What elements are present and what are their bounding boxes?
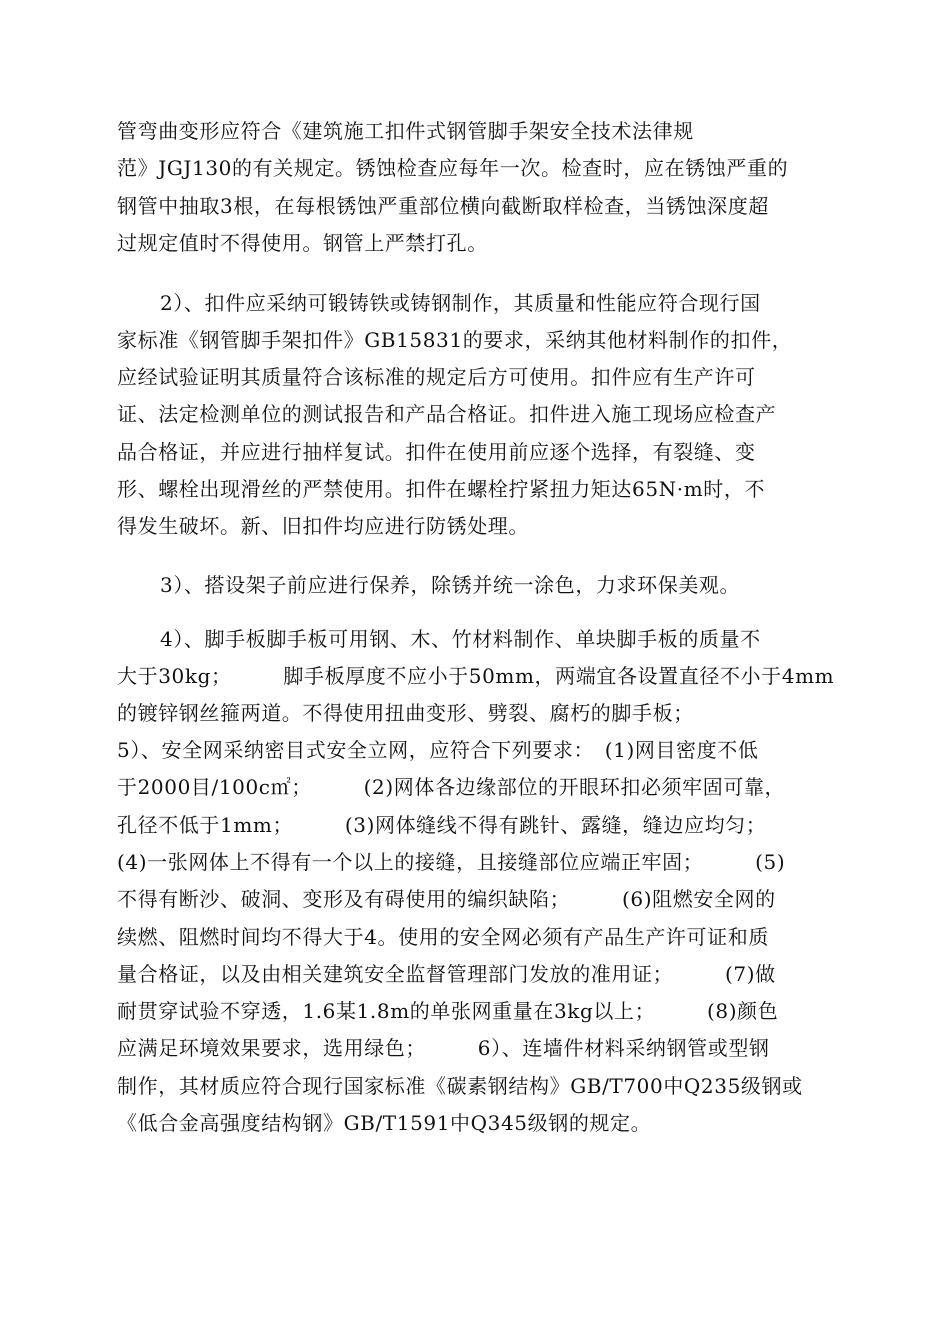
text-line: 应满足环境效果要求，选用绿色； 6）、连墙件材料采纳钢管或型钢 xyxy=(117,1036,770,1060)
text-line: 范》JGJ130的有关规定。锈蚀检查应每年一次。检查时，应在锈蚀严重的 xyxy=(117,156,789,180)
text-line: 制作，其材质应符合现行国家标准《碳素钢结构》GB/T700中Q235级钢或 xyxy=(117,1074,803,1098)
text-line: 孔径不低于1mm； (3)网体缝线不得有跳针、露缝，缝边应均匀； xyxy=(117,813,767,837)
text-line: 量合格证，以及由相关建筑安全监督管理部门发放的准用证； (7)做 xyxy=(117,962,776,986)
text-line: 大于30kg； 脚手板厚度不应小于50mm，两端宜各设置直径不小于4mm xyxy=(117,664,835,688)
text-line: 管弯曲变形应符合《建筑施工扣件式钢管脚手架安全技术法律规 xyxy=(117,119,694,143)
text-line: 品合格证，并应进行抽样复试。扣件在使用前应逐个选择，有裂缝、变 xyxy=(117,440,756,464)
text-line: 5）、安全网采纳密目式安全立网，应符合下列要求： (1)网目密度不低 xyxy=(117,738,759,762)
text-line: 应经试验证明其质量符合该标准的规定后方可使用。扣件应有生产许可 xyxy=(117,365,756,389)
text-line: 4）、脚手板脚手板可用钢、木、竹材料制作、单块脚手板的质量不 xyxy=(160,627,761,651)
text-line: 钢管中抽取3根，在每根锈蚀严重部位横向截断取样检查，当锈蚀深度超 xyxy=(117,194,769,218)
text-line: 2）、扣件应采纳可锻铸铁或铸钢制作，其质量和性能应符合现行国 xyxy=(160,291,761,315)
text-line: 的镀锌钢丝箍两道。不得使用扭曲变形、劈裂、腐朽的脚手板； xyxy=(117,701,694,725)
text-line: 证、法定检测单位的测试报告和产品合格证。扣件进入施工现场应检查产 xyxy=(117,402,777,426)
text-line: 续燃、阻燃时间均不得大于4。使用的安全网必须有产品生产许可证和质 xyxy=(117,925,769,949)
text-line: (4)一张网体上不得有一个以上的接缝，且接缝部位应端正牢固； (5) xyxy=(117,850,786,874)
text-line: 耐贯穿试验不穿透，1.6某1.8m的单张网重量在3kg以上； (8)颜色 xyxy=(117,999,779,1023)
text-line: 3）、搭设架子前应进行保养，除锈并统一涂色，力求环保美观。 xyxy=(160,573,741,597)
text-line: 形、螺栓出现滑丝的严禁使用。扣件在螺栓拧紧扭力矩达65N·m时，不 xyxy=(117,477,766,501)
text-line: 家标准《钢管脚手架扣件》GB15831的要求，采纳其他材料制作的扣件， xyxy=(117,328,793,352)
text-line: 过规定值时不得使用。钢管上严禁打孔。 xyxy=(117,231,488,255)
text-line: 于2000目/100c㎡； (2)网体各边缘部位的开眼环扣必须牢固可靠， xyxy=(117,775,786,799)
text-line: 得发生破坏。新、旧扣件均应进行防锈处理。 xyxy=(117,514,529,538)
text-line: 《低合金高强度结构钢》GB/T1591中Q345级钢的规定。 xyxy=(117,1111,652,1135)
text-line: 不得有断沙、破洞、变形及有碍使用的编织缺陷； (6)阻燃安全网的 xyxy=(117,887,776,911)
